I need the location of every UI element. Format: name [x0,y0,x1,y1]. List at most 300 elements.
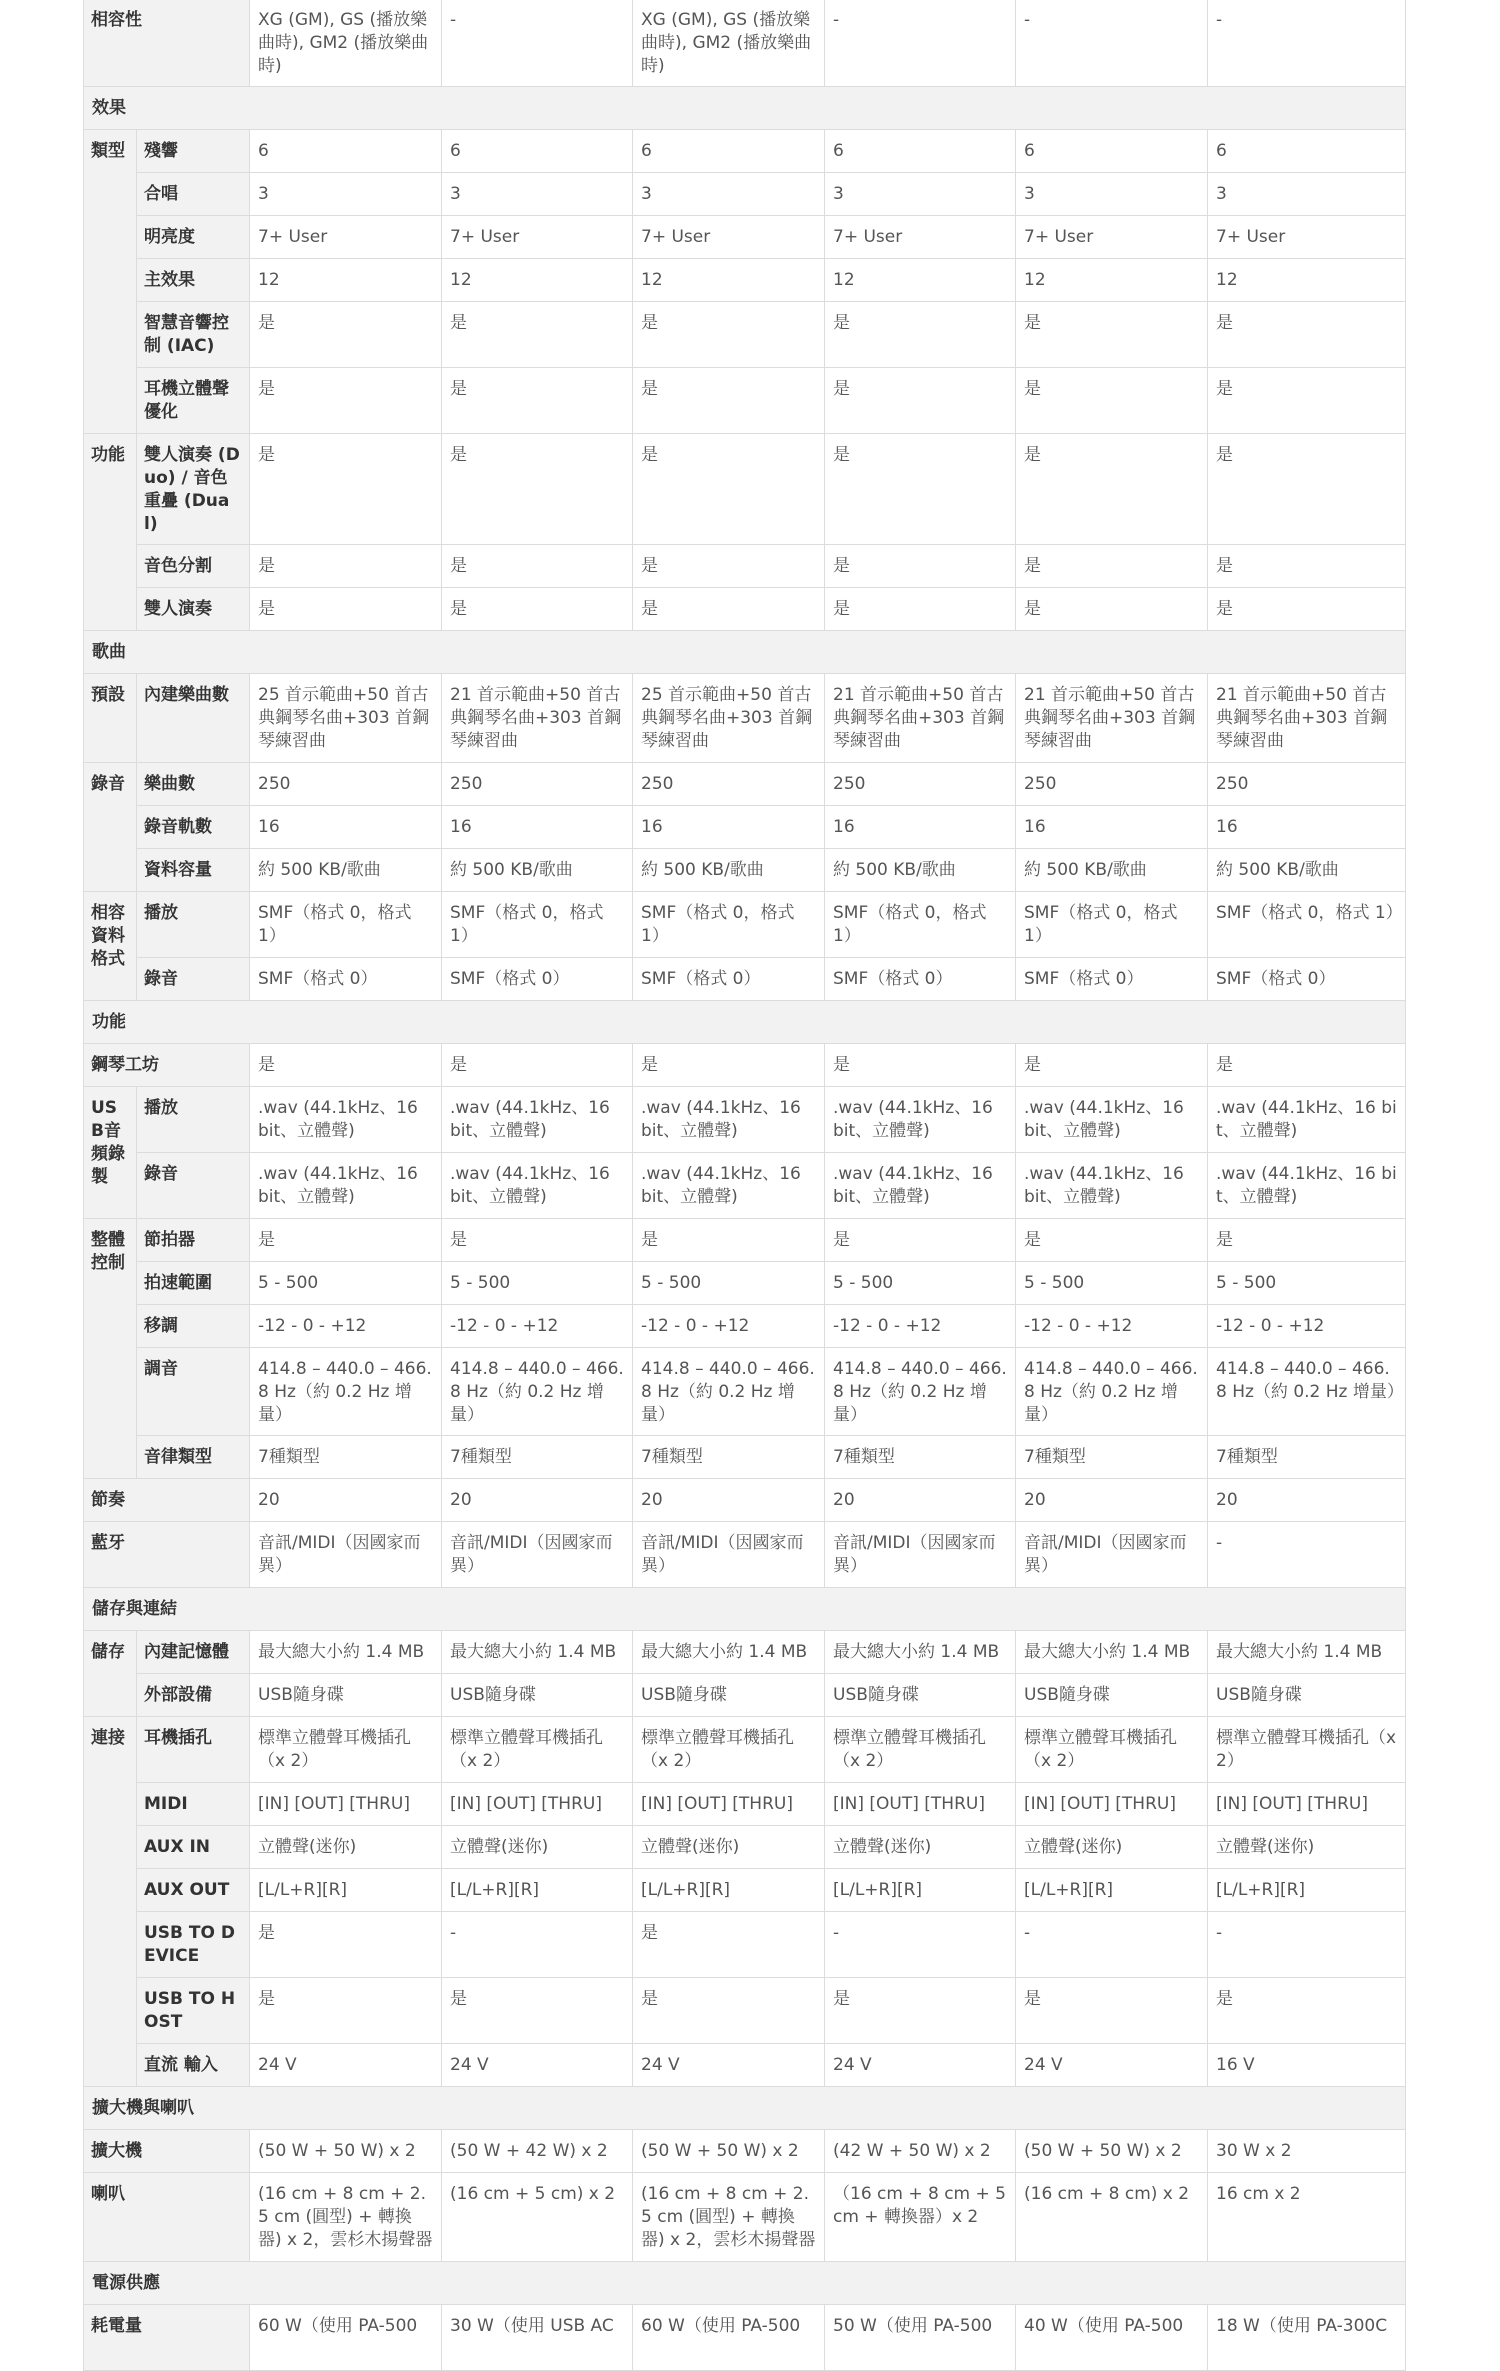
value-cell: SMF（格式 0） [1208,958,1406,1001]
value-cell: (16 cm + 8 cm + 2.5 cm (圓型) + 轉換器) x 2，雲杉木揚聲器 [633,2173,825,2262]
spec-row [84,2130,1406,2173]
value-cell: 6 [1016,130,1208,173]
spec-row [84,1674,1406,1717]
value-cell: 音訊/MIDI（因國家而異） [250,1522,442,1588]
sub-label-cell: 拍速範圍 [137,1262,250,1305]
value-cell: [L/L+R][R] [1016,1869,1208,1912]
value-cell: 12 [442,259,633,302]
value-cell: .wav (44.1kHz、16 bit、立體聲) [1016,1087,1208,1153]
section-title: 功能 [84,1001,1406,1044]
value-cell: 40 W（使用 PA-500 [1016,2305,1208,2371]
value-cell: 最大總大小約 1.4 MB [1016,1631,1208,1674]
value-cell: (16 cm + 5 cm) x 2 [442,2173,633,2262]
value-cell: -12 - 0 - +12 [633,1305,825,1348]
value-cell: 是 [1016,434,1208,545]
value-cell: .wav (44.1kHz、16 bit、立體聲) [442,1153,633,1219]
sub-label-cell: USB TO DEVICE [137,1912,250,1978]
value-cell: (50 W + 50 W) x 2 [250,2130,442,2173]
value-cell: 12 [1016,259,1208,302]
value-cell: - [1016,0,1208,87]
value-cell: 7+ User [825,216,1016,259]
value-cell: .wav (44.1kHz、16 bit、立體聲) [250,1153,442,1219]
value-cell: 是 [442,1978,633,2044]
sub-label-cell: 外部設備 [137,1674,250,1717]
spec-row [84,1436,1406,1479]
value-cell: 414.8 – 440.0 – 466.8 Hz（約 0.2 Hz 增量） [825,1348,1016,1436]
value-cell: (50 W + 42 W) x 2 [442,2130,633,2173]
value-cell: 是 [1208,1044,1406,1087]
value-cell: 是 [442,1219,633,1262]
value-cell: .wav (44.1kHz、16 bit、立體聲) [825,1153,1016,1219]
value-cell: 50 W（使用 PA-500 [825,2305,1016,2371]
value-cell: (16 cm + 8 cm) x 2 [1016,2173,1208,2262]
value-cell: 12 [825,259,1016,302]
value-cell: 立體聲(迷你) [1208,1826,1406,1869]
category-cell: 預設 [84,674,137,763]
value-cell: 24 V [633,2044,825,2087]
value-cell: 標準立體聲耳機插孔（x 2） [442,1717,633,1783]
value-cell: 3 [250,173,442,216]
sub-label-cell: 音律類型 [137,1436,250,1479]
value-cell: SMF（格式 0） [1016,958,1208,1001]
value-cell: 16 [633,806,825,849]
sub-label-cell: AUX IN [137,1826,250,1869]
value-cell: 30 W（使用 USB AC [442,2305,633,2371]
sub-label-cell: 錄音軌數 [137,806,250,849]
spec-row [84,763,1406,806]
value-cell: 約 500 KB/歌曲 [442,849,633,892]
spec-row [84,1912,1406,1978]
value-cell: .wav (44.1kHz、16 bit、立體聲) [1208,1153,1406,1219]
value-cell: 是 [825,368,1016,434]
spec-row [84,1153,1406,1219]
sub-label-cell: 錄音 [137,1153,250,1219]
value-cell: 7種類型 [442,1436,633,1479]
value-cell: 是 [1208,302,1406,368]
value-cell: 20 [250,1479,442,1522]
spec-row [84,806,1406,849]
value-cell: 是 [825,434,1016,545]
category-cell: 整體控制 [84,1219,137,1479]
value-cell: 標準立體聲耳機插孔（x 2） [250,1717,442,1783]
value-cell: 21 首示範曲+50 首古典鋼琴名曲+303 首鋼琴練習曲 [825,674,1016,763]
value-cell: 24 V [250,2044,442,2087]
category-cell: 類型 [84,130,137,434]
value-cell: 250 [825,763,1016,806]
value-cell: 16 [442,806,633,849]
category-cell: 相容資料格式 [84,892,137,1001]
value-cell: USB隨身碟 [442,1674,633,1717]
value-cell: USB隨身碟 [633,1674,825,1717]
category-cell: 耗電量 [84,2305,250,2371]
value-cell: 25 首示範曲+50 首古典鋼琴名曲+303 首鋼琴練習曲 [633,674,825,763]
value-cell: 音訊/MIDI（因國家而異） [1016,1522,1208,1588]
sub-label-cell: 內建記憶體 [137,1631,250,1674]
value-cell: -12 - 0 - +12 [1016,1305,1208,1348]
value-cell: USB隨身碟 [1016,1674,1208,1717]
sub-label-cell: 主效果 [137,259,250,302]
category-cell: 錄音 [84,763,137,892]
value-cell: 約 500 KB/歌曲 [633,849,825,892]
value-cell: 約 500 KB/歌曲 [250,849,442,892]
value-cell: .wav (44.1kHz、16 bit、立體聲) [442,1087,633,1153]
sub-label-cell: 播放 [137,892,250,958]
value-cell: [L/L+R][R] [250,1869,442,1912]
value-cell: 3 [442,173,633,216]
value-cell: 最大總大小約 1.4 MB [633,1631,825,1674]
spec-row [84,2044,1406,2087]
spec-row [84,958,1406,1001]
value-cell: 7+ User [1016,216,1208,259]
value-cell: - [825,1912,1016,1978]
value-cell: 250 [1208,763,1406,806]
spec-row [84,545,1406,588]
sub-label-cell: 節拍器 [137,1219,250,1262]
value-cell: SMF（格式 0，格式 1） [442,892,633,958]
sub-label-cell: 播放 [137,1087,250,1153]
value-cell: 250 [1016,763,1208,806]
value-cell: (42 W + 50 W) x 2 [825,2130,1016,2173]
category-cell: 藍牙 [84,1522,250,1588]
value-cell: [L/L+R][R] [633,1869,825,1912]
value-cell: SMF（格式 0） [442,958,633,1001]
spec-row [84,1479,1406,1522]
value-cell: 是 [250,1219,442,1262]
value-cell: 414.8 – 440.0 – 466.8 Hz（約 0.2 Hz 增量） [442,1348,633,1436]
value-cell: 是 [633,1978,825,2044]
sub-label-cell: 資料容量 [137,849,250,892]
value-cell: 是 [633,1912,825,1978]
value-cell: .wav (44.1kHz、16 bit、立體聲) [1016,1153,1208,1219]
value-cell: 是 [250,302,442,368]
value-cell: 7種類型 [1208,1436,1406,1479]
value-cell: 250 [633,763,825,806]
value-cell: 7種類型 [825,1436,1016,1479]
value-cell: 3 [825,173,1016,216]
section-title: 歌曲 [84,631,1406,674]
value-cell: (16 cm + 8 cm + 2.5 cm (圓型) + 轉換器) x 2，雲杉木揚聲器 [250,2173,442,2262]
value-cell: - [442,1912,633,1978]
value-cell: 是 [1016,1044,1208,1087]
spec-row [84,1869,1406,1912]
sub-label-cell: 殘響 [137,130,250,173]
sub-label-cell: MIDI [137,1783,250,1826]
spec-row [84,259,1406,302]
value-cell: 是 [825,588,1016,631]
value-cell: .wav (44.1kHz、16 bit、立體聲) [825,1087,1016,1153]
value-cell: 是 [825,545,1016,588]
value-cell: 是 [250,434,442,545]
value-cell: (50 W + 50 W) x 2 [1016,2130,1208,2173]
value-cell: 20 [442,1479,633,1522]
value-cell: SMF（格式 0，格式 1） [250,892,442,958]
value-cell: 5 - 500 [1208,1262,1406,1305]
value-cell: USB隨身碟 [825,1674,1016,1717]
value-cell: 是 [250,1912,442,1978]
value-cell: .wav (44.1kHz、16 bit、立體聲) [1208,1087,1406,1153]
spec-row [84,2173,1406,2262]
value-cell: 7種類型 [633,1436,825,1479]
value-cell: 音訊/MIDI（因國家而異） [825,1522,1016,1588]
value-cell: 7種類型 [1016,1436,1208,1479]
section-title: 效果 [84,87,1406,130]
value-cell: -12 - 0 - +12 [1208,1305,1406,1348]
value-cell: 20 [825,1479,1016,1522]
value-cell: SMF（格式 0，格式 1） [633,892,825,958]
value-cell: 24 V [825,2044,1016,2087]
value-cell: - [1208,0,1406,87]
value-cell: 7種類型 [250,1436,442,1479]
spec-row [84,1087,1406,1153]
value-cell: [L/L+R][R] [825,1869,1016,1912]
value-cell: 是 [442,545,633,588]
value-cell: 16 V [1208,2044,1406,2087]
value-cell: 標準立體聲耳機插孔（x 2） [633,1717,825,1783]
value-cell: 約 500 KB/歌曲 [1208,849,1406,892]
value-cell: -12 - 0 - +12 [825,1305,1016,1348]
value-cell: 7+ User [442,216,633,259]
value-cell: SMF（格式 0） [633,958,825,1001]
sub-label-cell: 合唱 [137,173,250,216]
category-cell: 喇叭 [84,2173,250,2262]
value-cell: - [825,0,1016,87]
value-cell: 是 [1016,368,1208,434]
value-cell: 20 [633,1479,825,1522]
value-cell: 是 [633,302,825,368]
section-title: 電源供應 [84,2262,1406,2305]
category-cell: 功能 [84,434,137,631]
value-cell: 25 首示範曲+50 首古典鋼琴名曲+303 首鋼琴練習曲 [250,674,442,763]
value-cell: [IN] [OUT] [THRU] [442,1783,633,1826]
value-cell: XG (GM), GS (播放樂曲時), GM2 (播放樂曲時) [633,0,825,87]
spec-row [84,588,1406,631]
category-cell: USB音頻錄製 [84,1087,137,1219]
value-cell: 是 [250,1978,442,2044]
spec-row [84,892,1406,958]
value-cell: 是 [442,588,633,631]
value-cell: 250 [250,763,442,806]
value-cell: 24 V [442,2044,633,2087]
sub-label-cell: 樂曲數 [137,763,250,806]
spec-row [84,1348,1406,1436]
value-cell: 是 [633,1044,825,1087]
spec-row [84,1305,1406,1348]
sub-label-cell: 直流 輸入 [137,2044,250,2087]
value-cell: 3 [1208,173,1406,216]
spec-table [83,0,1406,2371]
value-cell: 是 [1016,588,1208,631]
section-header-row [84,1001,1406,1044]
value-cell: 16 [1016,806,1208,849]
value-cell: 12 [250,259,442,302]
value-cell: [IN] [OUT] [THRU] [250,1783,442,1826]
spec-row [84,173,1406,216]
value-cell: 7+ User [250,216,442,259]
value-cell: 是 [633,545,825,588]
value-cell: 最大總大小約 1.4 MB [825,1631,1016,1674]
spec-row [84,1044,1406,1087]
value-cell: 5 - 500 [633,1262,825,1305]
value-cell: 21 首示範曲+50 首古典鋼琴名曲+303 首鋼琴練習曲 [442,674,633,763]
value-cell: 16 [250,806,442,849]
value-cell: 立體聲(迷你) [442,1826,633,1869]
value-cell: 5 - 500 [250,1262,442,1305]
sub-label-cell: 耳機立體聲優化 [137,368,250,434]
value-cell: .wav (44.1kHz、16 bit、立體聲) [250,1087,442,1153]
value-cell: 6 [633,130,825,173]
value-cell: 250 [442,763,633,806]
value-cell: 是 [1016,1219,1208,1262]
value-cell: 16 cm x 2 [1208,2173,1406,2262]
value-cell: .wav (44.1kHz、16 bit、立體聲) [633,1087,825,1153]
value-cell: 20 [1016,1479,1208,1522]
category-cell: 連接 [84,1717,137,2087]
value-cell: 是 [442,368,633,434]
sub-label-cell: USB TO HOST [137,1978,250,2044]
section-title: 儲存與連結 [84,1588,1406,1631]
value-cell: 是 [1208,545,1406,588]
value-cell: 6 [825,130,1016,173]
value-cell: 是 [633,434,825,545]
value-cell: 3 [1016,173,1208,216]
value-cell: 12 [1208,259,1406,302]
value-cell: 立體聲(迷你) [825,1826,1016,1869]
spec-row [84,434,1406,545]
value-cell: 是 [633,368,825,434]
value-cell: 立體聲(迷你) [1016,1826,1208,1869]
value-cell: 7+ User [1208,216,1406,259]
value-cell: 約 500 KB/歌曲 [1016,849,1208,892]
sub-label-cell: 耳機插孔 [137,1717,250,1783]
value-cell: USB隨身碟 [250,1674,442,1717]
sub-label-cell: 雙人演奏 [137,588,250,631]
spec-table-body [84,0,1406,2371]
value-cell: 是 [633,1219,825,1262]
sub-label-cell: 移調 [137,1305,250,1348]
value-cell: 最大總大小約 1.4 MB [250,1631,442,1674]
value-cell: - [1208,1912,1406,1978]
value-cell: [L/L+R][R] [442,1869,633,1912]
value-cell: 是 [825,302,1016,368]
value-cell: 最大總大小約 1.4 MB [442,1631,633,1674]
category-cell: 相容性 [84,0,250,87]
spec-row [84,1783,1406,1826]
sub-label-cell: AUX OUT [137,1869,250,1912]
value-cell: 是 [250,1044,442,1087]
value-cell: 12 [633,259,825,302]
spec-row [84,368,1406,434]
value-cell: 是 [442,302,633,368]
value-cell: [IN] [OUT] [THRU] [825,1783,1016,1826]
spec-row [84,1219,1406,1262]
category-cell: 儲存 [84,1631,137,1717]
spec-row [84,2305,1406,2371]
value-cell: 5 - 500 [825,1262,1016,1305]
spec-row [84,1978,1406,2044]
value-cell: 21 首示範曲+50 首古典鋼琴名曲+303 首鋼琴練習曲 [1016,674,1208,763]
sub-label-cell: 內建樂曲數 [137,674,250,763]
value-cell: 是 [1208,588,1406,631]
value-cell: 是 [442,1044,633,1087]
section-header-row [84,1588,1406,1631]
value-cell: 5 - 500 [1016,1262,1208,1305]
category-cell: 節奏 [84,1479,250,1522]
value-cell: 是 [1208,1978,1406,2044]
value-cell: 414.8 – 440.0 – 466.8 Hz（約 0.2 Hz 增量） [250,1348,442,1436]
value-cell: 7+ User [633,216,825,259]
value-cell: 音訊/MIDI（因國家而異） [633,1522,825,1588]
value-cell: 立體聲(迷你) [250,1826,442,1869]
value-cell: 是 [825,1219,1016,1262]
value-cell: 3 [633,173,825,216]
value-cell: [L/L+R][R] [1208,1869,1406,1912]
value-cell: 24 V [1016,2044,1208,2087]
value-cell: 是 [1016,302,1208,368]
value-cell: 約 500 KB/歌曲 [825,849,1016,892]
spec-row [84,1826,1406,1869]
value-cell: 30 W x 2 [1208,2130,1406,2173]
value-cell: 5 - 500 [442,1262,633,1305]
value-cell: SMF（格式 0，格式 1） [825,892,1016,958]
value-cell: 18 W（使用 PA-300C [1208,2305,1406,2371]
spec-row [84,0,1406,87]
value-cell: 414.8 – 440.0 – 466.8 Hz（約 0.2 Hz 增量） [1016,1348,1208,1436]
spec-row [84,1262,1406,1305]
value-cell: 是 [1208,368,1406,434]
value-cell: SMF（格式 0，格式 1） [1208,892,1406,958]
value-cell: 6 [1208,130,1406,173]
value-cell: - [1016,1912,1208,1978]
spec-row [84,130,1406,173]
sub-label-cell: 調音 [137,1348,250,1436]
value-cell: [IN] [OUT] [THRU] [1208,1783,1406,1826]
sub-label-cell: 雙人演奏 (Duo) / 音色重疊 (Dual) [137,434,250,545]
value-cell: 是 [1208,434,1406,545]
value-cell: 20 [1208,1479,1406,1522]
value-cell: 標準立體聲耳機插孔（x 2） [1016,1717,1208,1783]
sub-label-cell: 音色分割 [137,545,250,588]
value-cell: 6 [442,130,633,173]
value-cell: 標準立體聲耳機插孔（x 2） [1208,1717,1406,1783]
value-cell: [IN] [OUT] [THRU] [633,1783,825,1826]
sub-label-cell: 錄音 [137,958,250,1001]
value-cell: SMF（格式 0） [825,958,1016,1001]
value-cell: USB隨身碟 [1208,1674,1406,1717]
spec-row [84,1631,1406,1674]
value-cell: 是 [250,545,442,588]
section-header-row [84,87,1406,130]
value-cell: 是 [825,1044,1016,1087]
spec-row [84,302,1406,368]
value-cell: SMF（格式 0） [250,958,442,1001]
value-cell: 是 [250,588,442,631]
value-cell: 6 [250,130,442,173]
spec-row [84,674,1406,763]
value-cell: 414.8 – 440.0 – 466.8 Hz（約 0.2 Hz 增量） [633,1348,825,1436]
category-cell: 擴大機 [84,2130,250,2173]
value-cell: 音訊/MIDI（因國家而異） [442,1522,633,1588]
value-cell: XG (GM), GS (播放樂曲時), GM2 (播放樂曲時) [250,0,442,87]
value-cell: 標準立體聲耳機插孔（x 2） [825,1717,1016,1783]
section-header-row [84,2087,1406,2130]
section-header-row [84,2262,1406,2305]
value-cell: 16 [825,806,1016,849]
value-cell: 立體聲(迷你) [633,1826,825,1869]
spec-row [84,1522,1406,1588]
section-title: 擴大機與喇叭 [84,2087,1406,2130]
value-cell: 是 [1208,1219,1406,1262]
value-cell: - [1208,1522,1406,1588]
